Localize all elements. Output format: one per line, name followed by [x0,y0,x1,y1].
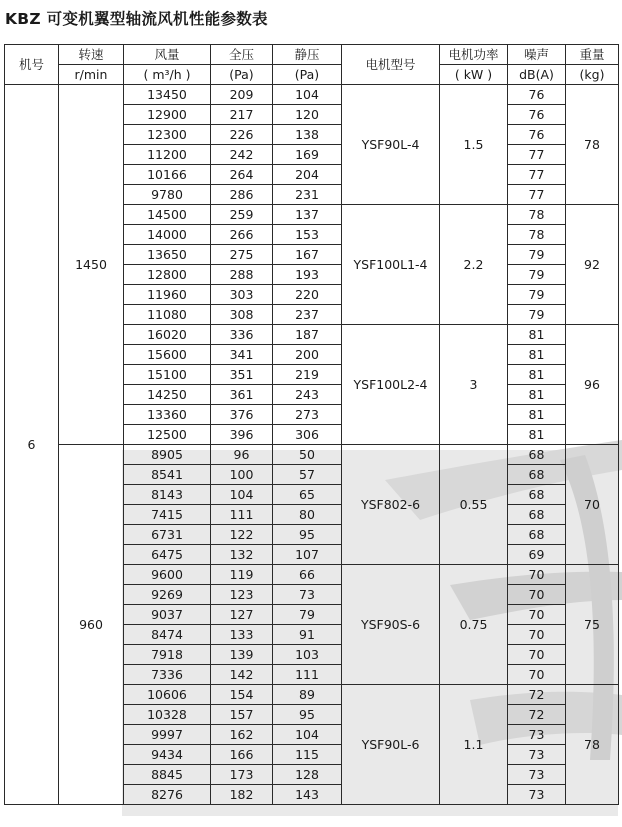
cell-airflow: 9037 [124,605,211,625]
cell-airflow: 15100 [124,365,211,385]
header-machine-no: 机号 [5,45,59,85]
cell-noise: 70 [508,625,566,645]
cell-noise: 68 [508,525,566,545]
cell-noise: 76 [508,105,566,125]
cell-static-pressure: 193 [273,265,342,285]
cell-total-pressure: 376 [211,405,273,425]
cell-motor-power: 0.75 [440,565,508,685]
cell-static-pressure: 219 [273,365,342,385]
cell-speed: 960 [59,445,124,805]
cell-motor-model: YSF100L1-4 [342,205,440,325]
cell-noise: 72 [508,705,566,725]
cell-weight: 78 [566,85,619,205]
cell-total-pressure: 122 [211,525,273,545]
cell-airflow: 12900 [124,105,211,125]
cell-static-pressure: 115 [273,745,342,765]
cell-airflow: 13450 [124,85,211,105]
cell-motor-power: 2.2 [440,205,508,325]
cell-noise: 81 [508,425,566,445]
cell-noise: 81 [508,325,566,345]
cell-static-pressure: 73 [273,585,342,605]
cell-noise: 81 [508,365,566,385]
cell-total-pressure: 266 [211,225,273,245]
header-motor-power-unit: ( kW ) [440,65,508,85]
cell-noise: 73 [508,785,566,805]
cell-total-pressure: 139 [211,645,273,665]
cell-total-pressure: 341 [211,345,273,365]
table-row [5,85,619,105]
cell-static-pressure: 128 [273,765,342,785]
header-speed: 转速 [59,45,124,65]
cell-static-pressure: 57 [273,465,342,485]
cell-total-pressure: 142 [211,665,273,685]
cell-airflow: 10606 [124,685,211,705]
cell-weight: 75 [566,565,619,685]
cell-static-pressure: 143 [273,785,342,805]
cell-static-pressure: 107 [273,545,342,565]
cell-static-pressure: 80 [273,505,342,525]
cell-weight: 78 [566,685,619,805]
cell-motor-model: YSF90L-4 [342,85,440,205]
cell-total-pressure: 264 [211,165,273,185]
cell-static-pressure: 137 [273,205,342,225]
header-airflow: 风量 [124,45,211,65]
cell-airflow: 9997 [124,725,211,745]
cell-total-pressure: 396 [211,425,273,445]
cell-total-pressure: 182 [211,785,273,805]
cell-airflow: 8905 [124,445,211,465]
header-motor-power: 电机功率 [440,45,508,65]
cell-static-pressure: 120 [273,105,342,125]
cell-airflow: 14000 [124,225,211,245]
cell-total-pressure: 336 [211,325,273,345]
cell-total-pressure: 111 [211,505,273,525]
cell-motor-model: YSF90S-6 [342,565,440,685]
cell-total-pressure: 132 [211,545,273,565]
cell-noise: 69 [508,545,566,565]
cell-motor-model: YSF100L2-4 [342,325,440,445]
cell-motor-power: 1.1 [440,685,508,805]
cell-airflow: 6731 [124,525,211,545]
header-speed-unit: r/min [59,65,124,85]
cell-airflow: 15600 [124,345,211,365]
cell-noise: 79 [508,285,566,305]
cell-static-pressure: 273 [273,405,342,425]
cell-static-pressure: 187 [273,325,342,345]
cell-total-pressure: 154 [211,685,273,705]
cell-static-pressure: 91 [273,625,342,645]
cell-noise: 79 [508,265,566,285]
cell-static-pressure: 231 [273,185,342,205]
cell-noise: 81 [508,385,566,405]
cell-static-pressure: 111 [273,665,342,685]
header-airflow-unit: ( m³/h ) [124,65,211,85]
cell-static-pressure: 104 [273,85,342,105]
cell-weight: 70 [566,445,619,565]
cell-airflow: 14500 [124,205,211,225]
cell-total-pressure: 96 [211,445,273,465]
cell-total-pressure: 162 [211,725,273,745]
header-noise: 噪声 [508,45,566,65]
cell-noise: 68 [508,505,566,525]
header-total-pressure-unit: (Pa) [211,65,273,85]
cell-noise: 78 [508,205,566,225]
cell-motor-power: 3 [440,325,508,445]
cell-motor-model: YSF802-6 [342,445,440,565]
cell-airflow: 12500 [124,425,211,445]
cell-static-pressure: 103 [273,645,342,665]
cell-airflow: 8541 [124,465,211,485]
cell-static-pressure: 89 [273,685,342,705]
cell-static-pressure: 66 [273,565,342,585]
table-row [5,445,619,465]
cell-motor-model: YSF90L-6 [342,685,440,805]
cell-airflow: 11200 [124,145,211,165]
cell-airflow: 12800 [124,265,211,285]
cell-total-pressure: 173 [211,765,273,785]
cell-static-pressure: 95 [273,705,342,725]
cell-total-pressure: 119 [211,565,273,585]
cell-total-pressure: 308 [211,305,273,325]
cell-static-pressure: 153 [273,225,342,245]
cell-total-pressure: 127 [211,605,273,625]
cell-total-pressure: 361 [211,385,273,405]
cell-noise: 73 [508,745,566,765]
cell-noise: 81 [508,345,566,365]
cell-total-pressure: 286 [211,185,273,205]
cell-static-pressure: 169 [273,145,342,165]
cell-airflow: 11080 [124,305,211,325]
cell-machine-no: 6 [5,85,59,805]
cell-static-pressure: 200 [273,345,342,365]
cell-static-pressure: 306 [273,425,342,445]
cell-noise: 68 [508,445,566,465]
cell-static-pressure: 220 [273,285,342,305]
cell-total-pressure: 104 [211,485,273,505]
cell-noise: 79 [508,245,566,265]
cell-static-pressure: 65 [273,485,342,505]
header-weight-unit: (kg) [566,65,619,85]
cell-airflow: 11960 [124,285,211,305]
header-static-pressure-unit: (Pa) [273,65,342,85]
table-body [5,85,619,805]
cell-noise: 81 [508,405,566,425]
cell-noise: 70 [508,565,566,585]
cell-airflow: 8143 [124,485,211,505]
cell-noise: 70 [508,605,566,625]
cell-noise: 68 [508,465,566,485]
cell-static-pressure: 79 [273,605,342,625]
table-header [5,45,619,85]
cell-noise: 77 [508,185,566,205]
cell-static-pressure: 243 [273,385,342,405]
header-total-pressure: 全压 [211,45,273,65]
cell-airflow: 7415 [124,505,211,525]
cell-total-pressure: 226 [211,125,273,145]
cell-noise: 77 [508,165,566,185]
cell-noise: 78 [508,225,566,245]
page-title: KBZ 可变机翼型轴流风机性能参数表 [5,10,268,28]
cell-airflow: 10328 [124,705,211,725]
cell-total-pressure: 288 [211,265,273,285]
cell-static-pressure: 95 [273,525,342,545]
header-static-pressure: 静压 [273,45,342,65]
cell-noise: 73 [508,725,566,745]
cell-total-pressure: 351 [211,365,273,385]
cell-airflow: 12300 [124,125,211,145]
cell-speed: 1450 [59,85,124,445]
cell-total-pressure: 259 [211,205,273,225]
cell-motor-power: 1.5 [440,85,508,205]
cell-airflow: 8474 [124,625,211,645]
cell-total-pressure: 242 [211,145,273,165]
cell-airflow: 8276 [124,785,211,805]
header-weight: 重量 [566,45,619,65]
cell-total-pressure: 157 [211,705,273,725]
cell-motor-power: 0.55 [440,445,508,565]
cell-static-pressure: 167 [273,245,342,265]
cell-noise: 79 [508,305,566,325]
cell-static-pressure: 204 [273,165,342,185]
cell-noise: 76 [508,125,566,145]
cell-static-pressure: 50 [273,445,342,465]
performance-table [4,44,619,805]
cell-static-pressure: 237 [273,305,342,325]
cell-static-pressure: 104 [273,725,342,745]
cell-noise: 70 [508,645,566,665]
cell-airflow: 9434 [124,745,211,765]
cell-airflow: 13650 [124,245,211,265]
cell-airflow: 13360 [124,405,211,425]
cell-airflow: 14250 [124,385,211,405]
cell-total-pressure: 275 [211,245,273,265]
cell-noise: 73 [508,765,566,785]
cell-total-pressure: 133 [211,625,273,645]
cell-airflow: 16020 [124,325,211,345]
header-noise-unit: dB(A) [508,65,566,85]
cell-noise: 72 [508,685,566,705]
cell-airflow: 8845 [124,765,211,785]
cell-weight: 96 [566,325,619,445]
cell-noise: 70 [508,585,566,605]
cell-total-pressure: 100 [211,465,273,485]
cell-total-pressure: 166 [211,745,273,765]
cell-noise: 68 [508,485,566,505]
cell-airflow: 9780 [124,185,211,205]
header-motor-model: 电机型号 [342,45,440,85]
cell-total-pressure: 123 [211,585,273,605]
cell-total-pressure: 209 [211,85,273,105]
cell-static-pressure: 138 [273,125,342,145]
cell-airflow: 7918 [124,645,211,665]
cell-weight: 92 [566,205,619,325]
cell-total-pressure: 217 [211,105,273,125]
cell-noise: 70 [508,665,566,685]
cell-noise: 76 [508,85,566,105]
cell-airflow: 10166 [124,165,211,185]
cell-total-pressure: 303 [211,285,273,305]
cell-airflow: 6475 [124,545,211,565]
cell-airflow: 9269 [124,585,211,605]
cell-airflow: 7336 [124,665,211,685]
cell-airflow: 9600 [124,565,211,585]
cell-noise: 77 [508,145,566,165]
